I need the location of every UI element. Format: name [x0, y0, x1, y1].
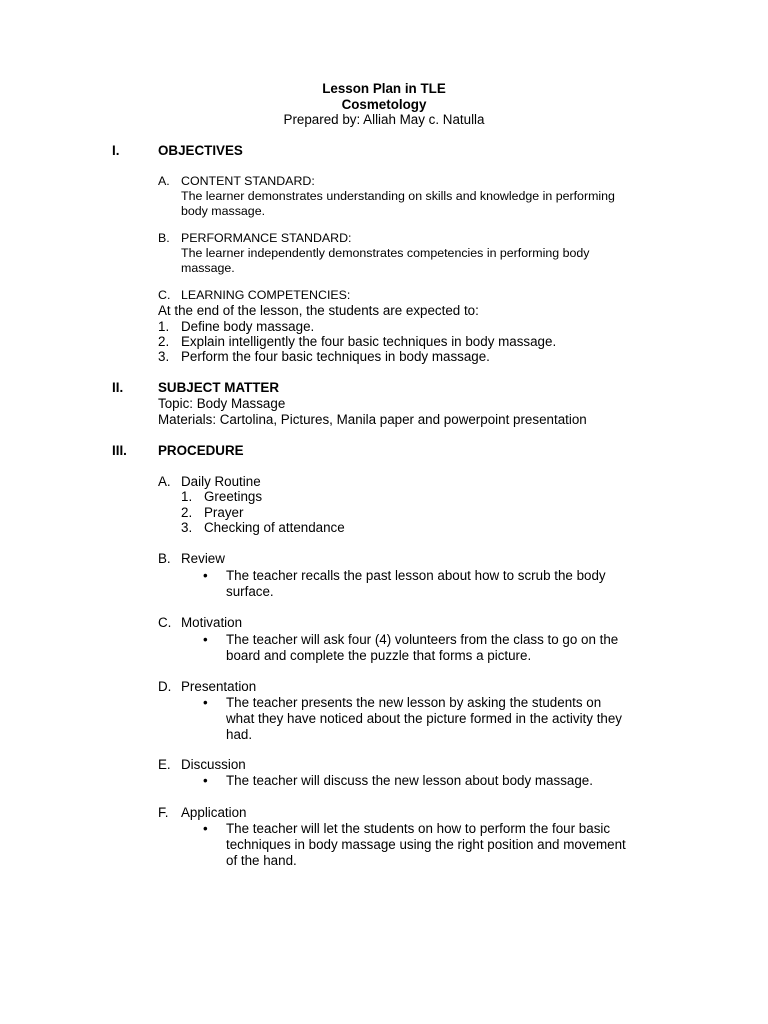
competency-number: 1. [158, 319, 170, 334]
learning-competencies-letter: C. [158, 288, 171, 302]
learning-competencies-intro: At the end of the lesson, the students are expected to: [158, 303, 479, 318]
routine-number: 3. [181, 520, 193, 535]
competency-item: Perform the four basic techniques in body massage. [181, 349, 490, 364]
section-heading-objectives: OBJECTIVES [158, 143, 243, 158]
bullet-icon: • [203, 695, 208, 710]
procedure-step-letter: C. [158, 615, 172, 630]
section-numeral-objectives: I. [112, 143, 120, 158]
presentation-text: what they have noticed about the picture formed in the activity they [226, 711, 622, 726]
routine-number: 2. [181, 505, 193, 520]
subject-materials: Materials: Cartolina, Pictures, Manila paper and powerpoint presentation [158, 412, 587, 427]
competency-item: Explain intelligently the four basic techniques in body massage. [181, 334, 557, 349]
learning-competencies-label: LEARNING COMPETENCIES: [181, 288, 351, 302]
content-standard-text: The learner demonstrates understanding on skills and knowledge in performing [181, 189, 615, 203]
content-standard-text: body massage. [181, 204, 266, 218]
bullet-icon: • [203, 568, 208, 583]
section-numeral-subject-matter: II. [112, 380, 124, 395]
procedure-step-application: Application [181, 805, 247, 820]
routine-item: Greetings [204, 489, 263, 504]
section-heading-procedure: PROCEDURE [158, 443, 244, 458]
procedure-step-presentation: Presentation [181, 679, 257, 694]
procedure-step-daily-routine: Daily Routine [181, 474, 261, 489]
procedure-step-letter: E. [158, 757, 171, 772]
section-heading-subject-matter: SUBJECT MATTER [158, 380, 280, 395]
bullet-icon: • [203, 773, 208, 788]
performance-standard-text: massage. [181, 261, 235, 275]
application-text: of the hand. [226, 853, 297, 868]
performance-standard-label: PERFORMANCE STANDARD: [181, 231, 352, 245]
competency-number: 3. [158, 349, 170, 364]
procedure-step-discussion: Discussion [181, 757, 246, 772]
motivation-text: board and complete the puzzle that forms a picture. [226, 648, 532, 663]
bullet-icon: • [203, 632, 208, 647]
presentation-text: The teacher presents the new lesson by asking the students on [226, 695, 602, 710]
performance-standard-text: The learner independently demonstrates competencies in performing body [181, 246, 590, 260]
subject-topic: Topic: Body Massage [158, 396, 286, 411]
motivation-text: The teacher will ask four (4) volunteers from the class to go on the [226, 632, 619, 647]
routine-item: Prayer [204, 505, 244, 520]
application-text: The teacher will let the students on how to perform the four basic [226, 821, 611, 836]
routine-item: Checking of attendance [204, 520, 345, 535]
discussion-text: The teacher will discuss the new lesson about body massage. [226, 773, 593, 788]
content-standard-label: CONTENT STANDARD: [181, 174, 315, 188]
procedure-step-letter: F. [158, 805, 169, 820]
routine-number: 1. [181, 489, 193, 504]
section-numeral-procedure: III. [112, 443, 127, 458]
procedure-step-motivation: Motivation [181, 615, 243, 630]
procedure-step-review: Review [181, 551, 225, 566]
competency-number: 2. [158, 334, 170, 349]
presentation-text: had. [226, 727, 253, 742]
procedure-step-letter: D. [158, 679, 172, 694]
document-subject: Cosmetology [341, 97, 427, 112]
competency-item: Define body massage. [181, 319, 315, 334]
procedure-step-letter: B. [158, 551, 171, 566]
application-text: techniques in body massage using the right position and movement [226, 837, 626, 852]
content-standard-letter: A. [158, 174, 170, 188]
review-text: surface. [226, 584, 274, 599]
performance-standard-letter: B. [158, 231, 170, 245]
prepared-by: Prepared by: Alliah May c. Natulla [283, 112, 485, 127]
procedure-step-letter: A. [158, 474, 171, 489]
review-text: The teacher recalls the past lesson about how to scrub the body [226, 568, 606, 583]
bullet-icon: • [203, 821, 208, 836]
document-title: Lesson Plan in TLE [322, 81, 446, 96]
